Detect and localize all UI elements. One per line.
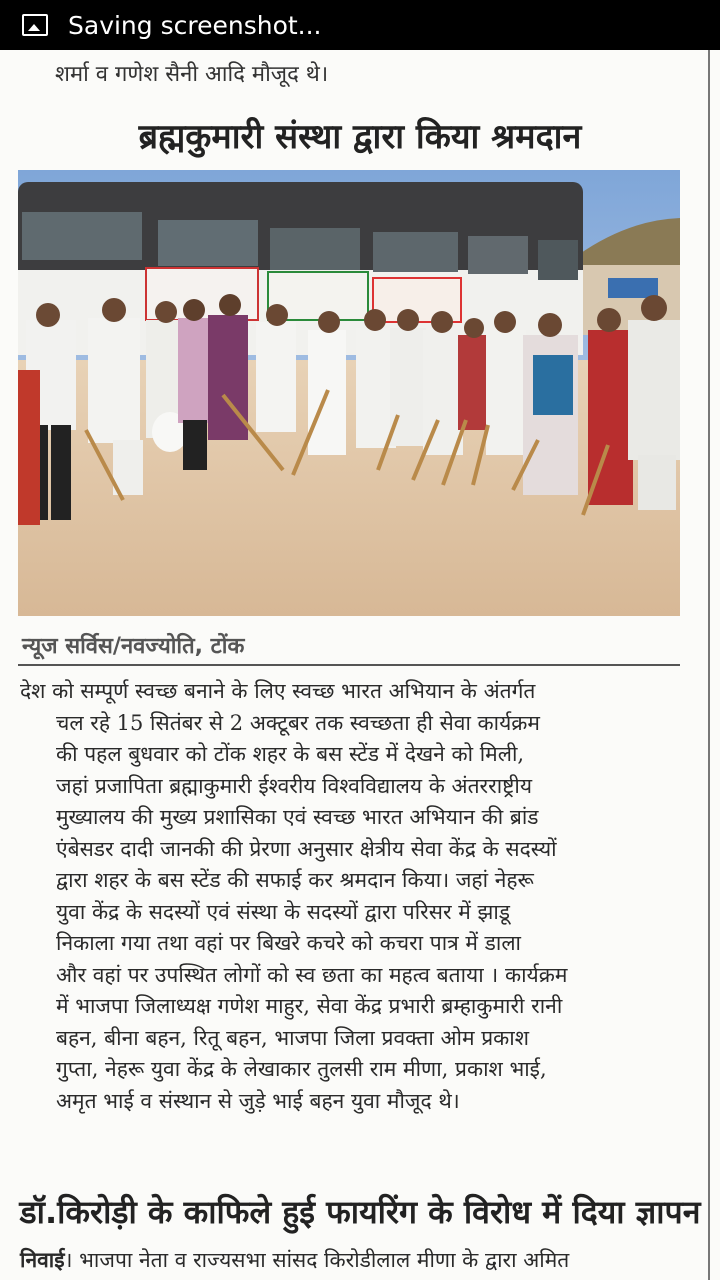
body-line: जहां प्रजापिता ब्रह्माकुमारी ईश्वरीय विश्वविद्यालय के अंतरराष्ट्रीय xyxy=(56,773,533,798)
body-line: द्वारा शहर के बस स्टेंड की सफाई कर श्रमदान किया। जहां नेहरू xyxy=(56,868,534,892)
second-article-first-line xyxy=(20,1246,569,1274)
body-line: युवा केंद्र के सदस्यों एवं संस्था के सदस्यों द्वारा परिसर में झाडू xyxy=(56,899,511,924)
column-divider xyxy=(708,50,710,1280)
article-body xyxy=(20,676,680,1117)
body-line: देश को सम्पूर्ण स्वच्छ बनाने के लिए स्वच्छ भारत अभियान के अंतर्गत xyxy=(20,679,536,703)
image-icon xyxy=(22,14,48,36)
body-line: की पहल बुधवार को टोंक शहर के बस स्टेंड में देखने को मिली, xyxy=(56,742,525,766)
second-article-text: । भाजपा नेता व राज्यसभा सांसद किरोडीलाल मीणा के द्वारा अमित xyxy=(64,1248,570,1272)
body-line: और वहां पर उपस्थित लोगों को स्व छता का महत्व बताया । कार्यक्रम xyxy=(56,962,568,987)
body-line: गुप्ता, नेहरू युवा केंद्र के लेखाकार तुलसी राम मीणा, प्रकाश भाई, xyxy=(56,1057,547,1081)
status-bar xyxy=(0,0,720,50)
dateline: निवाई xyxy=(20,1248,65,1272)
status-text: Saving screenshot... xyxy=(68,10,322,40)
body-line: निकाला गया तथा वहां पर बिखरे कचरे को कचरा पात्र में डाला xyxy=(56,931,521,955)
body-line: मुख्यालय की मुख्य प्रशासिका एवं स्वच्छ भारत अभियान की ब्रांड xyxy=(56,805,539,829)
body-line: अमृत भाई व संस्थान से जुड़े भाई बहन युवा मौजूद थे। xyxy=(56,1088,460,1113)
news-credit: न्यूज सर्विस/नवज्योति, टोंक xyxy=(22,634,245,659)
news-photo xyxy=(18,170,680,616)
second-article-headline: डॉ.किरोड़ी के काफिले हुई फायरिंग के विरोध में दिया ज्ञापन xyxy=(19,1193,701,1231)
credit-rule xyxy=(18,664,680,666)
body-line: में भाजपा जिलाध्यक्ष गणेश माहुर, सेवा केंद्र प्रभारी ब्रम्हाकुमारी रानी xyxy=(56,994,563,1018)
body-line: चल रहे 15 सितंबर से 2 अक्टूबर तक स्वच्छता ही सेवा कार्यक्रम xyxy=(56,710,540,735)
body-line: बहन, बीना बहन, रितू बहन, भाजपा जिला प्रवक्ता ओम प्रकाश xyxy=(56,1025,529,1050)
body-line: एंबेसडर दादी जानकी की प्रेरणा अनुसार क्षेत्रीय सेवा केंद्र के सदस्यों xyxy=(56,836,557,861)
previous-article-end: शर्मा व गणेश सैनी आदि मौजूद थे। xyxy=(55,62,329,87)
article-headline: ब्रह्मकुमारी संस्था द्वारा किया श्रमदान xyxy=(138,117,582,157)
